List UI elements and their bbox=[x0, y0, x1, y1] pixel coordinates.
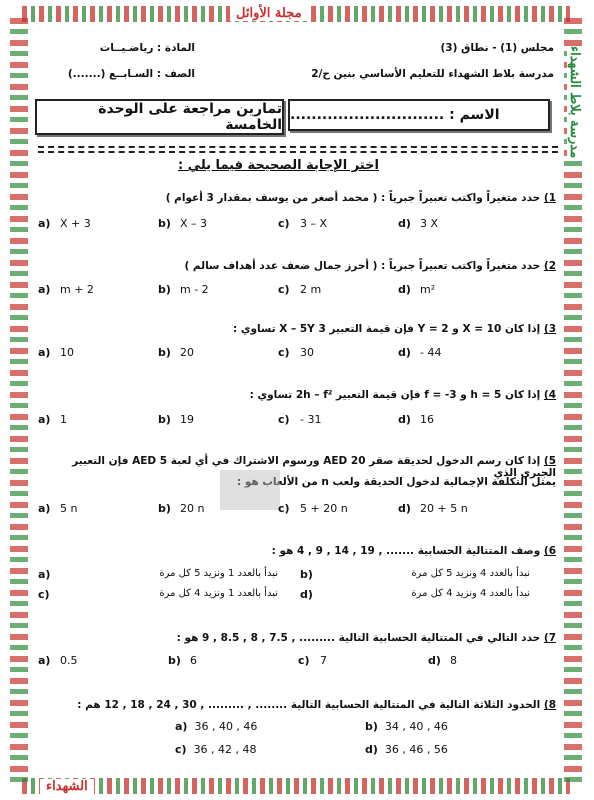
question-number: 3) bbox=[543, 323, 556, 335]
option-b[interactable]: b) 34 , 40 , 46 bbox=[365, 720, 448, 733]
council-label: مجلس (1) - نطاق (3) bbox=[440, 42, 554, 54]
section-title: اختر الإجابة الصحيحة فيما يلي : bbox=[177, 158, 379, 173]
option-c[interactable]: c) - 31 bbox=[278, 413, 322, 426]
bottom-motto: الشهداء bbox=[40, 779, 94, 794]
question-text: الحدود الثلاثة التالية في المتتالية الحسابية التالية ........ , ......... , 30 , 24 , 18 , 12 هم : bbox=[77, 699, 541, 711]
side-motto: مدرسة بلاط الشهداء bbox=[567, 46, 582, 159]
option-b[interactable]: b) X – 3 bbox=[158, 217, 208, 230]
options-row-4 bbox=[38, 413, 518, 426]
question-number: 8) bbox=[543, 699, 556, 711]
option-d[interactable]: d) نبدأ بالعدد 4 ونزيد 4 كل مرة bbox=[300, 588, 530, 601]
divider bbox=[38, 146, 558, 148]
option-a[interactable]: a) 0.5 bbox=[38, 654, 78, 667]
question-number: 2) bbox=[543, 260, 556, 272]
question-text: حدد متغيراً واكتب تعبيراً جبرياً : ( محمد أصغر من يوسف بمقدار 3 أعوام ) bbox=[165, 192, 541, 204]
option-a[interactable]: a) 1 bbox=[38, 413, 67, 426]
options-row-7 bbox=[38, 654, 558, 667]
options-row-2 bbox=[38, 283, 518, 296]
worksheet-title: تمارين مراجعة على الوحدة الخامسة bbox=[35, 99, 284, 135]
school-name: مدرسة بلاط الشهداء للتعليم الأساسي بنين ح/2 bbox=[311, 68, 554, 80]
question-1 bbox=[38, 192, 556, 204]
option-d[interactable]: d) 16 bbox=[398, 413, 434, 426]
option-d[interactable]: d) 20 + 5 n bbox=[398, 502, 468, 515]
question-text: إذا كان X = 10 و Y = 2 فإن قيمة التعبير 3 X – 5Y تساوي : bbox=[232, 323, 541, 335]
options-row-5 bbox=[38, 502, 518, 515]
option-a[interactable]: a) X + 3 bbox=[38, 217, 91, 230]
option-d[interactable]: d) - 44 bbox=[398, 346, 442, 359]
question-number: 5) bbox=[543, 455, 556, 467]
option-b[interactable]: b) m - 2 bbox=[158, 283, 209, 296]
question-text: حدد التالي في المتتالية الحسابية التالية ......... , 7.5 , 8 , 8.5 , 9 هو : bbox=[176, 632, 541, 644]
option-a[interactable]: a) m + 2 bbox=[38, 283, 94, 296]
question-text: إذا كان رسم الدخول لحديقة صقر AED 20 ورسوم الاشتراك في أي لعبة AED 5 فإن التعبير الجبري الذي bbox=[72, 455, 556, 479]
subject-label: المادة : رياضـيــات bbox=[99, 42, 195, 54]
top-motto: مجلة الأوائل bbox=[230, 6, 308, 21]
question-text: حدد متغيراً واكتب تعبيراً جبرياً : ( أحرز جمال ضعف عدد أهداف سالم ) bbox=[184, 260, 541, 272]
option-c[interactable]: c) 2 m bbox=[278, 283, 322, 296]
option-d[interactable]: d) 36 , 46 , 56 bbox=[365, 743, 448, 756]
option-a[interactable]: a) 36 , 40 , 46 bbox=[175, 720, 258, 733]
option-a[interactable]: a) 10 bbox=[38, 346, 74, 359]
question-4 bbox=[38, 389, 556, 401]
question-number: 7) bbox=[543, 632, 556, 644]
question-text: إذا كان h = 5 و f = -3 فإن قيمة التعبير 2h – f² تساوي : bbox=[249, 389, 541, 401]
option-c[interactable]: c) 5 + 20 n bbox=[278, 502, 348, 515]
grade-label: الصف : السـابــع (.......) bbox=[67, 68, 195, 80]
options-row-3 bbox=[38, 346, 518, 359]
option-c[interactable]: c) 7 bbox=[298, 654, 327, 667]
decorative-border-left bbox=[10, 18, 28, 782]
question-number: 6) bbox=[543, 545, 556, 557]
options-row-1 bbox=[38, 217, 518, 230]
question-number: 4) bbox=[543, 389, 556, 401]
divider bbox=[38, 151, 558, 153]
option-b[interactable]: b) 6 bbox=[168, 654, 197, 667]
question-2 bbox=[38, 260, 556, 272]
option-d[interactable]: d) m² bbox=[398, 283, 436, 296]
option-d[interactable]: d) 8 bbox=[428, 654, 457, 667]
question-number: 1) bbox=[543, 192, 556, 204]
question-5-line-2: يمثل التكلفة الإجمالية لدخول الحديقة ولعب n من الألعاب هو : bbox=[236, 476, 556, 488]
question-3 bbox=[38, 323, 556, 335]
question-8 bbox=[38, 699, 556, 711]
name-field[interactable]: الاسم : ............................. bbox=[288, 99, 550, 131]
option-d[interactable]: d) 3 X bbox=[398, 217, 439, 230]
question-text: وصف المتتالية الحسابية ....... , 19 , 14 , 9 , 4 هو : bbox=[271, 545, 541, 557]
option-a[interactable]: a) 5 n bbox=[38, 502, 78, 515]
option-b[interactable]: b) نبدأ بالعدد 4 ونزيد 5 كل مرة bbox=[300, 568, 530, 581]
decorative-border-bottom bbox=[22, 778, 570, 794]
question-7 bbox=[38, 632, 556, 644]
option-b[interactable]: b) 20 bbox=[158, 346, 194, 359]
option-c[interactable]: c) 3 – X bbox=[278, 217, 328, 230]
question-6 bbox=[38, 545, 556, 557]
option-c[interactable]: c) نبدأ بالعدد 1 ونزيد 4 كل مرة bbox=[38, 588, 278, 601]
option-b[interactable]: b) 19 bbox=[158, 413, 194, 426]
option-b[interactable]: b) 20 n bbox=[158, 502, 205, 515]
option-c[interactable]: c) 36 , 42 , 48 bbox=[175, 743, 257, 756]
option-c[interactable]: c) 30 bbox=[278, 346, 314, 359]
option-a[interactable]: a) نبدأ بالعدد 1 ونزيد 5 كل مرة bbox=[38, 568, 278, 581]
